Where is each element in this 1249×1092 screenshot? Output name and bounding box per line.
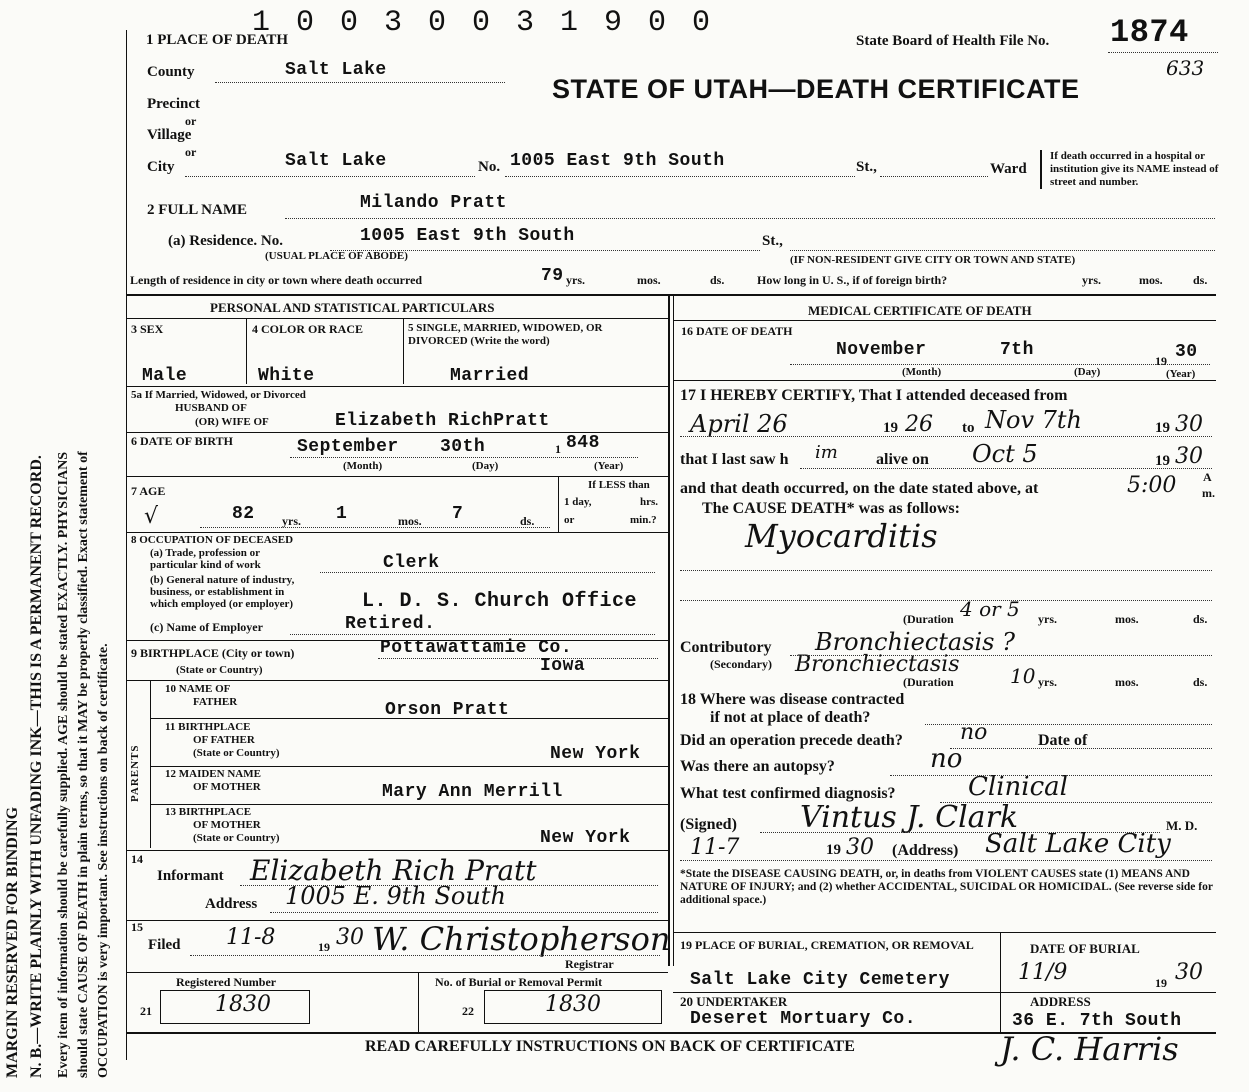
death-year-prefix: 19: [1155, 354, 1167, 368]
deceased-name: Milando Pratt: [360, 193, 507, 213]
foreign-birth-label: How long in U. S., if of foreign birth?: [757, 273, 948, 287]
form-left-border: [126, 30, 127, 1060]
age-days: 7: [452, 504, 464, 524]
duration2-ds-label: ds.: [1193, 675, 1208, 689]
birth-year: 848: [566, 433, 600, 453]
death-year-caption: (Year): [1166, 368, 1196, 380]
age-mos-label: mos.: [398, 514, 422, 528]
death-address: 1005 East 9th South: [510, 151, 725, 171]
hrs-label: hrs.: [640, 496, 659, 508]
spouse-label-2: HUSBAND OF: [175, 402, 247, 414]
operation-date-label: Date of: [1038, 732, 1088, 749]
burial-date: 11/9: [1018, 960, 1068, 985]
duration2-yrs-label: yrs.: [1038, 675, 1057, 689]
parents-label: PARENTS: [129, 744, 141, 802]
residence-label: (a) Residence. No.: [168, 233, 283, 249]
death-day-caption: (Day): [1074, 366, 1101, 378]
duration-value: 4 or 5: [960, 597, 1020, 621]
father-birthplace: New York: [550, 744, 641, 764]
marital-status-value: Married: [450, 366, 530, 386]
signed-date: 11-7: [690, 835, 740, 860]
center-divider: [668, 294, 670, 966]
county-label: County: [147, 64, 195, 80]
sex-value: Male: [142, 366, 188, 386]
date-of-death-label: 16 DATE OF DEATH: [681, 324, 793, 338]
color-race-value: White: [258, 366, 315, 386]
birth-year-prefix: 1: [555, 442, 561, 456]
burial-permit-number: 1830: [545, 992, 601, 1017]
father-name: Orson Pratt: [385, 700, 510, 720]
occupation-b2: business, or establishment in: [150, 586, 285, 598]
burial-place-label: 19 PLACE OF BURIAL, CREMATION, OR REMOVAL: [680, 938, 974, 952]
sex-label: 3 SEX: [131, 322, 164, 336]
contributory-label: Contributory: [680, 639, 772, 656]
birthplace-county: Pottawattamie Co.: [380, 638, 573, 658]
city-value: Salt Lake: [285, 151, 387, 171]
duration-ds-label: ds.: [1193, 612, 1208, 626]
employer-label: (c) Name of Employer: [150, 620, 263, 634]
death-year: 30: [1175, 342, 1198, 362]
street-label: St.,: [856, 159, 877, 175]
informant-signature: Elizabeth Rich Pratt: [250, 854, 537, 887]
spouse-label-3: (OR) WIFE OF: [195, 416, 269, 428]
age-check: √: [144, 504, 159, 529]
instructions-line-3: OCCUPATION is very important. See instructions on back of certificate.: [96, 643, 111, 1078]
father-birthplace-label-3: (State or Country): [193, 747, 280, 759]
length-residence-label: Length of residence in city or town where death occurred: [130, 273, 423, 287]
age-years: 82: [232, 504, 255, 524]
last-saw-pronoun: im: [815, 442, 838, 463]
instructions-line-1: Every item of information should be carefully supplied. AGE should be stated EXACTLY. PHYSICIANS: [56, 451, 71, 1078]
duration-label: (Duration: [903, 612, 954, 626]
filed-label: Filed: [148, 937, 181, 953]
date-of-birth-label: 6 DATE OF BIRTH: [131, 434, 233, 448]
duration2-label: (Duration: [903, 675, 954, 689]
length-yrs-label: yrs.: [566, 273, 585, 287]
father-birthplace-label-2: OF FATHER: [193, 734, 255, 746]
handwritten-file-number: 633: [1166, 56, 1205, 80]
mother-birthplace-label-3: (State or Country): [193, 832, 280, 844]
state-board-file-number: 1874: [1110, 14, 1189, 51]
ward-label: Ward: [990, 161, 1027, 177]
foreign-mos-label: mos.: [1139, 273, 1163, 287]
or-label-1: or: [185, 114, 197, 128]
filed-number: 15: [131, 920, 143, 934]
test-confirmed-answer: Clinical: [968, 772, 1068, 802]
informant-address: 1005 E. 9th South: [285, 882, 506, 910]
foreign-ds-label: ds.: [1193, 273, 1208, 287]
burial-date-label: DATE OF BURIAL: [1030, 941, 1140, 956]
time-am: A: [1203, 470, 1212, 484]
color-race-label: 4 COLOR OR RACE: [252, 322, 364, 336]
alive-year: 30: [1175, 444, 1203, 469]
secondary-label: (Secondary): [710, 657, 772, 671]
mother-label-2: OF MOTHER: [193, 781, 261, 793]
death-time: 5:00: [1127, 473, 1177, 498]
registered-number-label: Registered Number: [176, 975, 277, 989]
length-ds-label: ds.: [710, 273, 725, 287]
undertaker-label: 20 UNDERTAKER: [680, 994, 788, 1009]
birth-year-caption: (Year): [594, 460, 624, 472]
ward-note: If death occurred in a hospital or institution give its NAME instead of street and number.: [1040, 150, 1225, 189]
alive-on-label: alive on: [876, 451, 929, 468]
length-mos-label: mos.: [637, 273, 661, 287]
birth-month: September: [297, 437, 399, 457]
employer-value: Retired.: [345, 614, 436, 634]
cause-of-death: Myocarditis: [745, 517, 938, 555]
certificate-title: STATE OF UTAH—DEATH CERTIFICATE: [552, 74, 1080, 104]
autopsy-answer: no: [930, 744, 963, 774]
if-not-at-place-label: if not at place of death?: [710, 709, 871, 726]
attended-to-date: Nov 7th: [985, 406, 1083, 434]
full-name-label: 2 FULL NAME: [147, 202, 248, 218]
duration-mos-label: mos.: [1115, 612, 1139, 626]
last-saw-label: that I last saw h: [680, 451, 789, 468]
birth-month-caption: (Month): [343, 460, 383, 472]
signed-year-prefix: 19: [826, 842, 841, 858]
father-label-2: FATHER: [193, 696, 238, 708]
attended-to-label: to: [962, 420, 975, 436]
nonresident-note: (IF NON-RESIDENT GIVE CITY OR TOWN AND STATE): [790, 254, 1076, 266]
filed-date: 11-8: [226, 925, 276, 950]
contributory-cause-secondary: Bronchiectasis: [795, 652, 960, 677]
place-of-death-heading: 1 PLACE OF DEATH: [146, 32, 289, 48]
death-day: 7th: [1000, 340, 1034, 360]
attended-to-year-prefix: 19: [1155, 420, 1170, 436]
length-residence-years: 79: [541, 266, 564, 286]
father-birthplace-label-1: 11 BIRTHPLACE: [165, 721, 251, 733]
alive-year-prefix: 19: [1155, 453, 1170, 469]
residence-value: 1005 East 9th South: [360, 226, 575, 246]
mother-name: Mary Ann Merrill: [382, 782, 563, 802]
state-board-label: State Board of Health File No.: [856, 33, 1050, 49]
registered-number: 1830: [215, 992, 271, 1017]
operation-label: Did an operation precede death?: [680, 732, 903, 749]
attended-from-year-prefix: 19: [883, 420, 898, 436]
registrar-label: Registrar: [565, 957, 614, 971]
industry-value: L. D. S. Church Office: [362, 590, 638, 613]
age-yrs-label: yrs.: [282, 514, 301, 528]
birthplace-state-caption: (State or Country): [176, 664, 263, 676]
occupation-value: Clerk: [383, 553, 440, 573]
attended-from-date: April 26: [690, 410, 788, 438]
contributory-cause: Bronchiectasis ?: [815, 628, 1015, 656]
burial-place: Salt Lake City Cemetery: [690, 970, 950, 990]
cause-of-death-label: The CAUSE DEATH* was as follows:: [702, 500, 960, 517]
signed-label: (Signed): [680, 816, 737, 833]
spouse-label-1: 5a If Married, Widowed, or Divorced: [131, 389, 306, 401]
city-label: City: [147, 159, 175, 175]
binding-margin-text: MARGIN RESERVED FOR BINDING: [4, 806, 21, 1078]
village-label: Village: [147, 127, 192, 143]
registrar-signature: W. Christopherson: [372, 920, 671, 958]
death-month: November: [836, 340, 927, 360]
occupation-b1: (b) General nature of industry,: [150, 574, 295, 586]
father-label-1: 10 NAME OF: [165, 683, 231, 695]
death-occurred-label: and that death occurred, on the date stated above, at: [680, 480, 1039, 497]
burial-permit-label: No. of Burial or Removal Permit: [435, 975, 603, 989]
duration2-value: 10: [1010, 664, 1036, 688]
operation-answer: no: [960, 720, 988, 745]
occupation-a1: (a) Trade, profession or: [150, 547, 260, 559]
age-ds-label: ds.: [520, 514, 535, 528]
one-day-label: 1 day,: [564, 496, 592, 508]
md-label: M. D.: [1166, 818, 1198, 833]
spouse-name: Elizabeth RichPratt: [335, 411, 550, 431]
signed-year: 30: [846, 835, 874, 860]
time-m: m.: [1202, 486, 1215, 500]
burial-year: 30: [1175, 960, 1203, 985]
birth-day: 30th: [440, 437, 486, 457]
mother-birthplace-label-2: OF MOTHER: [193, 819, 261, 831]
test-confirmed-label: What test confirmed diagnosis?: [680, 785, 896, 802]
permanent-record-notice: N. B.—WRITE PLAINLY WITH UNFADING INK—THIS IS A PERMANENT RECORD.: [28, 455, 45, 1078]
alive-on-date: Oct 5: [972, 440, 1038, 468]
duration-yrs-label: yrs.: [1038, 612, 1057, 626]
age-months: 1: [336, 504, 348, 524]
birthplace-state: Iowa: [540, 656, 586, 676]
burial-year-prefix: 19: [1155, 976, 1167, 990]
or-label-2: or: [185, 145, 197, 159]
instructions-line-2: should state CAUSE OF DEATH in plain terms, so that it MAY be properly classified. Exact statement of: [76, 451, 91, 1078]
mother-birthplace-label-1: 13 BIRTHPLACE: [165, 806, 252, 818]
occupation-b3: which employed (or employer): [150, 598, 294, 610]
attended-from-year: 26: [905, 412, 933, 437]
undertaker-name: Deseret Mortuary Co.: [690, 1009, 917, 1029]
occupation-a2: particular kind of work: [150, 559, 261, 571]
county-value: Salt Lake: [285, 60, 387, 80]
undertaker-address: 36 E. 7th South: [1012, 1011, 1182, 1031]
clerk-signature: J. C. Harris: [1000, 1030, 1179, 1068]
marital-status-label: 5 SINGLE, MARRIED, WIDOWED, OR DIVORCED (Write the word): [408, 322, 603, 347]
duration2-mos-label: mos.: [1115, 675, 1139, 689]
physician-address: Salt Lake City: [985, 829, 1171, 859]
attended-to-year: 30: [1175, 412, 1203, 437]
autopsy-label: Was there an autopsy?: [680, 758, 835, 775]
file-stamp: 1 0 0 3 0 0 3 1 9 0 0: [252, 6, 715, 40]
occupation-label: 8 OCCUPATION OF DECEASED: [131, 534, 294, 546]
if-less-label: If LESS than: [588, 479, 650, 491]
informant-label: Informant: [157, 868, 224, 884]
filed-year-prefix: 19: [318, 940, 330, 954]
death-month-caption: (Month): [902, 366, 942, 378]
mother-label-1: 12 MAIDEN NAME: [165, 768, 261, 780]
physician-address-label: (Address): [892, 842, 959, 859]
undertaker-address-label: ADDRESS: [1030, 994, 1091, 1009]
registered-number-index: 21: [140, 1004, 152, 1018]
birthplace-label: 9 BIRTHPLACE (City or town): [131, 646, 295, 660]
residence-street-label: St.,: [762, 233, 783, 249]
precinct-label: Precinct: [147, 96, 201, 112]
mother-birthplace: New York: [540, 828, 631, 848]
filed-year: 30: [336, 925, 364, 950]
usual-place-note: (USUAL PLACE OF ABODE): [265, 250, 408, 262]
informant-address-label: Address: [205, 896, 258, 912]
street-no-label: No.: [478, 159, 501, 175]
or-label: or: [564, 514, 575, 526]
certify-statement: 17 I HEREBY CERTIFY, That I attended deceased from: [680, 387, 1068, 404]
burial-permit-index: 22: [462, 1004, 474, 1018]
informant-number: 14: [131, 852, 143, 866]
physician-signature: Vintus J. Clark: [800, 800, 1019, 835]
read-instructions-footer: READ CAREFULLY INSTRUCTIONS ON BACK OF CERTIFICATE: [365, 1038, 855, 1055]
where-contracted-label: 18 Where was disease contracted: [680, 691, 905, 708]
cause-footnote: *State the DISEASE CAUSING DEATH, or, in deaths from VIOLENT CAUSES state (1) MEANS AND NATURE OF INJURY; and (2) whether ACCIDENTAL, SUICIDAL OR HOMICIDAL. (See reverse side for additional space.): [680, 868, 1213, 906]
foreign-yrs-label: yrs.: [1082, 273, 1101, 287]
age-label: 7 AGE: [131, 484, 166, 498]
personal-heading: PERSONAL AND STATISTICAL PARTICULARS: [210, 300, 495, 315]
min-label: min.?: [630, 514, 657, 526]
medical-heading: MEDICAL CERTIFICATE OF DEATH: [808, 303, 1032, 318]
birth-day-caption: (Day): [472, 460, 499, 472]
